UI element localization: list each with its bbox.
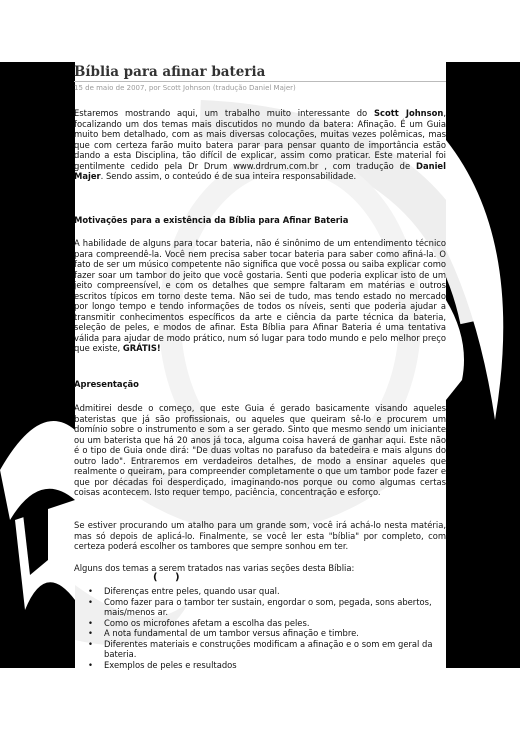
- list-item-text: Diferenças entre peles, quando usar qual.: [104, 586, 280, 596]
- motivations-paragraph: [74, 238, 446, 354]
- bullet-mark: •: [88, 628, 93, 638]
- free-highlight: GRÁTIS!: [122, 343, 161, 353]
- translator-name: Daniel Majer: [74, 160, 446, 181]
- bullet-mark: •: [88, 659, 93, 670]
- topics-list: [74, 586, 446, 670]
- list-item-text: A nota fundamental de um tambor versus afinação e timbre.: [104, 628, 359, 638]
- list-item: [88, 638, 446, 660]
- article-byline: 15 de maio de 2007, por Scott Johnson (tradução Daniel Majer): [74, 84, 296, 92]
- bullet-mark: •: [88, 596, 93, 607]
- list-item-text: Como os microfones afetam a escolha das peles.: [104, 617, 310, 628]
- list-item: [88, 617, 446, 629]
- section-heading-presentation: Apresentação: [74, 379, 139, 389]
- intro-text-start: Estaremos mostrando aqui, um trabalho muito interessante do: [74, 108, 374, 118]
- list-item: [88, 659, 446, 671]
- intro-text-end: . Sendo assim, o conteúdo é de sua inteira responsabilidade.: [100, 171, 357, 181]
- bullet-mark: •: [88, 617, 93, 628]
- bullet-mark: •: [88, 638, 93, 649]
- close-paren-mark: ): [175, 572, 180, 583]
- list-item: [88, 586, 446, 597]
- list-item: [88, 628, 446, 639]
- bullet-mark: •: [88, 586, 93, 596]
- intro-paragraph: [74, 108, 446, 182]
- title-divider: [74, 81, 446, 82]
- presentation-paragraph-2: Se estiver procurando um atalho para um grande som, você irá achá-lo nesta matéria, mas só depois de aplicá-lo. Finalmente, se você ler esta "bíblia" por completo, com certeza poderá escolher os tambores que sempre sonhou em ter.: [74, 520, 446, 551]
- author-name: Scott Johnson: [374, 108, 444, 118]
- motivations-text: A habilidade de alguns para tocar bateria, não é sinônimo de um entendimento técnico para compreendê-la. Você nem precisa saber tocar bateria para saber como afiná-la. O fato de ser um músico competente não significa que você possa ou saiba explicar como fazer soar um tambor do jeito que você gostaria. Senti que poderia explicar isto de um jeito compreensível, e com os detalhes que sempre faltaram em matérias e outros escritos típicos em torno deste tema. Não sei de tudo, mas tendo estado no mercado por longo tempo e tendo informações de todos os níveis, senti que poderia ajudar a transmitir conhecimentos específicos da arte e ciência da parte técnica da bateria, seleção de peles, e modos de afinar. Esta Bíblia para Afinar Bateria é uma tentativa válida para ajudar de modo prático, num só lugar para todo mundo e pelo melhor preço que existe,: [74, 238, 446, 353]
- section-heading-motivations: Motivações para a existência da Bíblia para Afinar Bateria: [74, 215, 349, 225]
- intro-text-middle: , focalizando um dos temas mais discutidos no mundo da batera: Afinação. É um Guia muito bem detalhado, com as mais diversas colocações, muitas vezes polêmicas, mas que com certeza farão muito batera parar para pensar quanto de importância estão dando a esta Disciplina, tão difícil de explicar, assim como praticar. Este material foi gentilmente cedido pela Dr Drum www.drdrum.com.br , com tradução de: [74, 108, 447, 171]
- topics-intro: Alguns dos temas a serem tratados nas varias seções desta Bíblia:: [74, 563, 355, 573]
- open-paren-mark: (: [153, 572, 158, 583]
- presentation-paragraph-1: Admitirei desde o começo, que este Guia é gerado basicamente visando aqueles bateristas que já são profissionais, ou aqueles que queiram sê-lo e procurem um domínio sobre o instrumento e som a ser gerado. Sinto que mesmo sendo um iniciante ou um baterista que há 20 anos já toca, alguma coisa haverá de ganhar aqui. Este não é o tipo de Guia onde dirá: "De duas voltas no parafuso da batedeira e mais alguns do outro lado". Entraremos em verdadeiros detalhes, de modo a ensinar aqueles que realmente o queiram, para compreender completamente o que um tambor pode fazer e que por décadas foi desperdiçado, imaginando-nos porque ou como algumas certas coisas acontecem. Isto requer tempo, paciência, concentração e esforço.: [74, 403, 446, 497]
- list-item-text: Diferentes materiais e construções modificam a afinação e o som em geral da bateria.: [104, 638, 433, 659]
- list-item-text: Como fazer para o tambor ter sustain, engordar o som, pegada, sons abertos, mais/menos ar.: [104, 596, 432, 617]
- list-item: [88, 596, 446, 618]
- list-item-text: Exemplos de peles e resultados: [104, 659, 237, 670]
- article-title: Bíblia para afinar bateria: [74, 64, 266, 80]
